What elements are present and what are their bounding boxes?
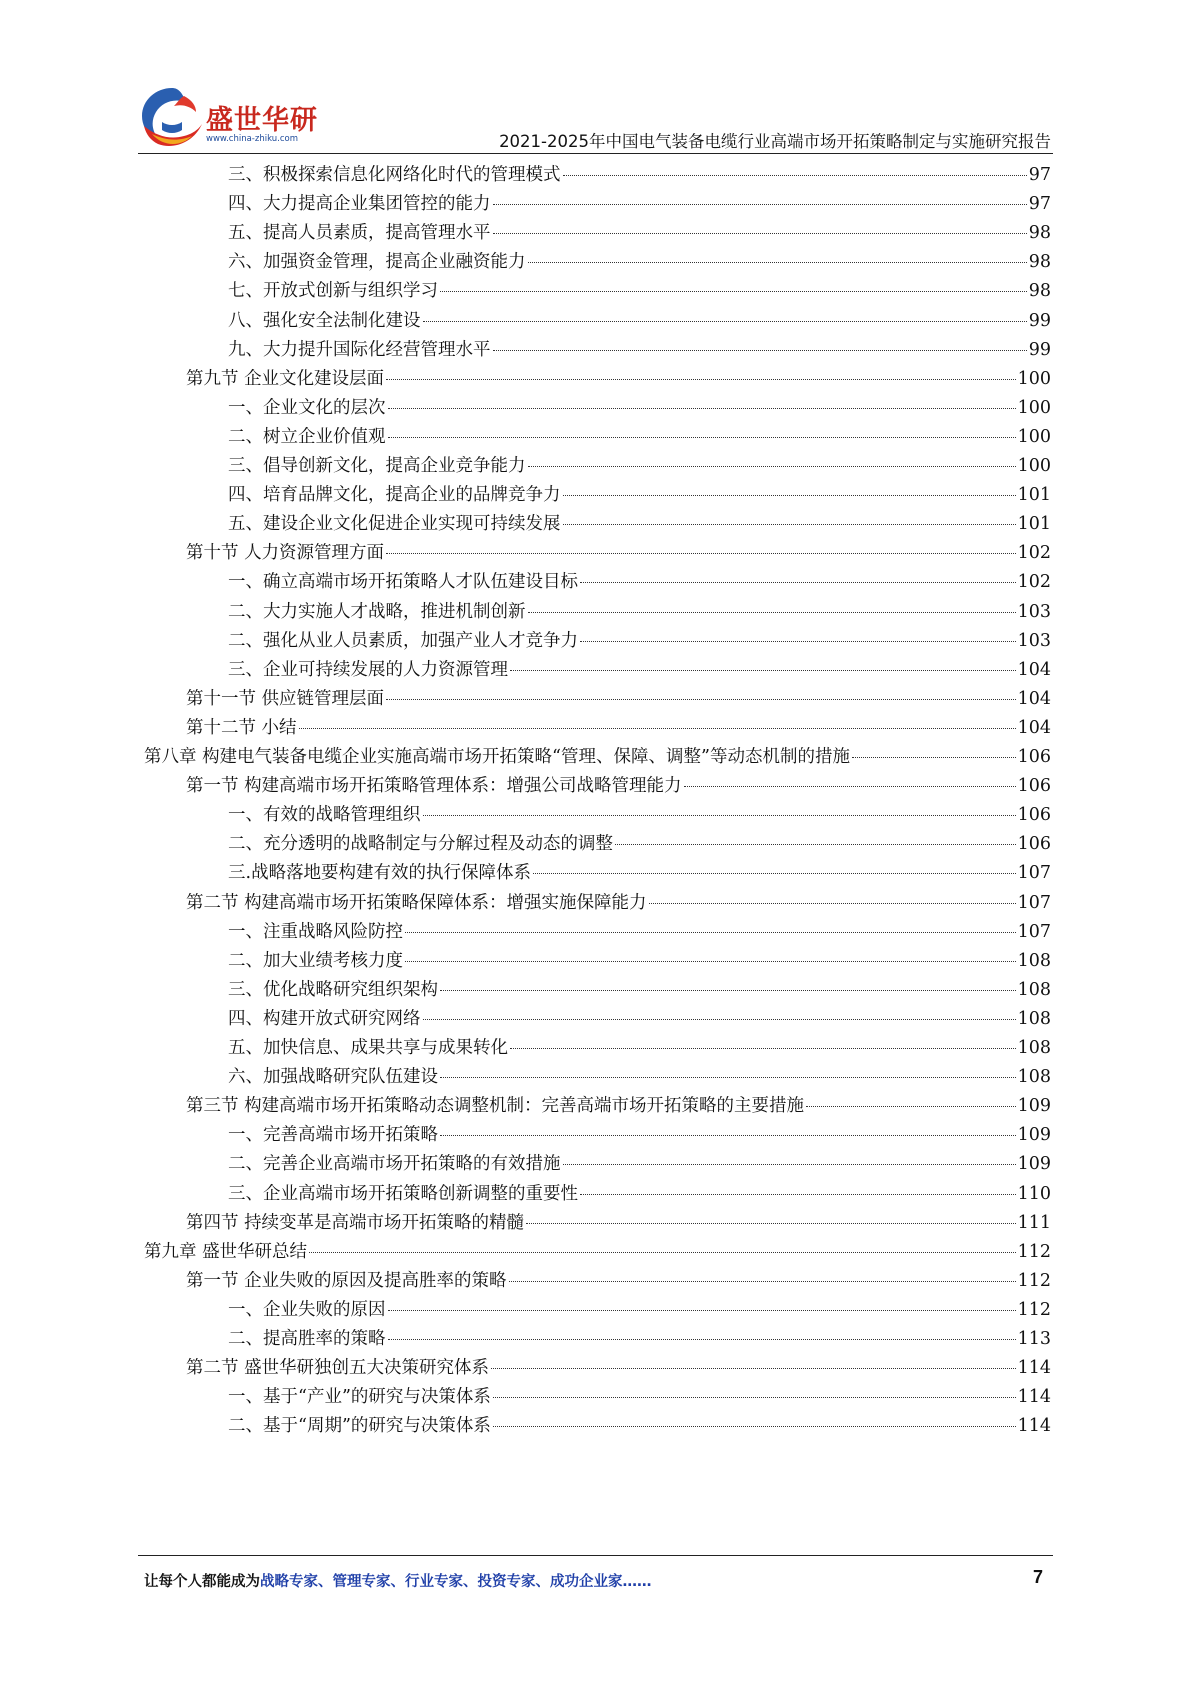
toc-dot-leader [510, 670, 1016, 671]
toc-dot-leader [423, 1019, 1016, 1020]
footer-slogan-highlight: 战略专家、管理专家、行业专家、投资专家、成功企业家…… [260, 1574, 652, 1590]
toc-entry-page: 112 [1017, 1299, 1051, 1320]
toc-entry[interactable] [228, 1382, 1051, 1412]
toc-dot-leader [563, 524, 1016, 525]
header-divider [138, 153, 1053, 154]
toc-entry-label: 三、企业高端市场开拓策略创新调整的重要性 [228, 1183, 578, 1204]
toc-entry-page: 113 [1017, 1329, 1051, 1349]
toc-dot-leader [493, 204, 1027, 205]
toc-entry-page: 107 [1017, 921, 1051, 942]
toc-entry-page: 106 [1017, 834, 1051, 855]
toc-entry-label: 四、培育品牌文化，提高企业的品牌竞争力 [228, 485, 561, 506]
toc-entry-page: 99 [1028, 339, 1051, 360]
toc-entry-page: 100 [1017, 426, 1051, 447]
toc-dot-leader [493, 233, 1027, 234]
toc-entry-label: 一、基于“产业”的研究与决策体系 [228, 1387, 491, 1408]
toc-entry-label: 第十二节 小结 [186, 717, 297, 738]
toc-dot-leader [491, 1368, 1016, 1369]
toc-dot-leader [852, 757, 1016, 758]
toc-dot-leader [440, 1077, 1016, 1078]
toc-entry-page: 103 [1017, 601, 1051, 622]
toc-entry[interactable] [228, 626, 1051, 656]
toc-entry-label: 一、完善高端市场开拓策略 [228, 1125, 438, 1146]
toc-entry-page: 110 [1017, 1183, 1051, 1204]
toc-entry-page: 102 [1017, 572, 1051, 593]
toc-entry-label: 第二节 构建高端市场开拓策略保障体系：增强实施保障能力 [186, 892, 647, 913]
toc-entry-page: 108 [1017, 1067, 1051, 1088]
toc-entry[interactable] [228, 335, 1051, 365]
toc-entry-label: 一、企业失败的原因 [228, 1299, 386, 1320]
toc-entry-page: 100 [1017, 397, 1051, 418]
toc-dot-leader [510, 1048, 1016, 1049]
toc-entry-page: 107 [1017, 863, 1051, 884]
toc-entry-page: 108 [1017, 1038, 1051, 1058]
toc-dot-leader [388, 408, 1016, 409]
logo-url: www.china-zhiku.com [206, 134, 298, 144]
toc-dot-leader [526, 1223, 1016, 1224]
toc-entry-label: 二、加大业绩考核力度 [228, 950, 403, 971]
toc-dot-leader [580, 1194, 1016, 1195]
toc-entry-label: 五、建设企业文化促进企业实现可持续发展 [228, 514, 561, 535]
footer-slogan-prefix: 让每个人都能成为 [144, 1574, 260, 1590]
toc-dot-leader [493, 1426, 1016, 1427]
toc-entry[interactable] [186, 713, 1051, 743]
toc-dot-leader [440, 990, 1016, 991]
toc-entry-page: 109 [1017, 1096, 1051, 1117]
toc-entry-label: 第二节 盛世华研独创五大决策研究体系 [186, 1358, 490, 1379]
toc-entry-label: 七、开放式创新与组织学习 [228, 281, 438, 302]
toc-dot-leader [615, 844, 1016, 845]
toc-entry-page: 104 [1017, 688, 1051, 709]
toc-entry[interactable] [144, 742, 1051, 772]
toc-entry-label: 三、优化战略研究组织架构 [228, 979, 438, 1000]
toc-entry-label: 五、提高人员素质，提高管理水平 [228, 223, 491, 244]
toc-entry[interactable] [228, 393, 1051, 423]
toc-entry[interactable] [228, 1295, 1051, 1325]
toc-dot-leader [405, 961, 1016, 962]
toc-dot-leader [563, 1164, 1016, 1165]
toc-entry-page: 106 [1017, 805, 1051, 826]
toc-entry[interactable] [228, 1120, 1051, 1150]
toc-entry-label: 第九章 盛世华研总结 [144, 1241, 308, 1262]
toc-entry[interactable] [228, 655, 1051, 685]
toc-entry-page: 101 [1017, 485, 1051, 506]
toc-entry-label: 二、树立企业价值观 [228, 426, 386, 447]
toc-entry[interactable] [228, 829, 1051, 859]
toc-entry-label: 四、大力提高企业集团管控的能力 [228, 194, 491, 215]
toc-dot-leader [386, 379, 1016, 380]
toc-entry-label: 第四节 持续变革是高端市场开拓策略的精髓 [186, 1212, 525, 1233]
toc-entry-label: 五、加快信息、成果共享与成果转化 [228, 1038, 508, 1058]
toc-entry[interactable] [228, 1411, 1051, 1441]
toc-entry[interactable] [228, 451, 1051, 481]
toc-entry[interactable] [186, 684, 1051, 714]
toc-entry[interactable] [228, 946, 1051, 976]
company-logo [138, 82, 318, 154]
toc-entry-page: 99 [1028, 310, 1051, 331]
toc-entry-page: 106 [1017, 776, 1051, 797]
toc-entry[interactable] [228, 509, 1051, 539]
toc-entry-label: 第九节 企业文化建设层面 [186, 368, 385, 389]
toc-entry-label: 一、有效的战略管理组织 [228, 805, 421, 826]
toc-entry-page: 108 [1017, 950, 1051, 971]
toc-entry-label: 一、企业文化的层次 [228, 397, 386, 418]
toc-entry[interactable] [228, 189, 1051, 219]
toc-entry[interactable] [228, 247, 1051, 277]
toc-entry-page: 104 [1017, 659, 1051, 680]
toc-entry[interactable] [186, 1091, 1051, 1121]
toc-entry[interactable] [228, 1033, 1051, 1063]
toc-dot-leader [405, 932, 1016, 933]
toc-entry-page: 107 [1017, 892, 1051, 913]
toc-entry-page: 114 [1017, 1416, 1051, 1437]
toc-entry-label: 二、完善企业高端市场开拓策略的有效措施 [228, 1154, 561, 1175]
toc-entry[interactable] [228, 218, 1051, 248]
toc-entry[interactable] [228, 917, 1051, 947]
toc-entry-label: 第三节 构建高端市场开拓策略动态调整机制：完善高端市场开拓策略的主要措施 [186, 1096, 805, 1117]
toc-entry-label: 二、提高胜率的策略 [228, 1329, 386, 1349]
toc-dot-leader [440, 1135, 1016, 1136]
document-title: 2021-2025年中国电气装备电缆行业高端市场开拓策略制定与实施研究报告 [499, 132, 1051, 151]
toc-entry-page: 101 [1017, 514, 1051, 535]
toc-entry-page: 97 [1028, 165, 1051, 185]
page-header [0, 0, 1191, 160]
toc-entry-page: 112 [1017, 1270, 1051, 1291]
toc-dot-leader [388, 1310, 1016, 1311]
toc-entry[interactable] [186, 1266, 1051, 1296]
toc-entry-label: 第十节 人力资源管理方面 [186, 543, 385, 564]
toc-entry-page: 98 [1028, 252, 1051, 273]
toc-entry[interactable] [144, 1237, 1051, 1267]
toc-entry-label: 六、加强资金管理，提高企业融资能力 [228, 252, 526, 273]
toc-entry[interactable] [228, 597, 1051, 627]
toc-entry[interactable] [228, 800, 1051, 830]
toc-entry-label: 三、企业可持续发展的人力资源管理 [228, 659, 508, 680]
toc-entry[interactable] [228, 1324, 1051, 1354]
toc-dot-leader [493, 1397, 1016, 1398]
toc-entry-page: 109 [1017, 1154, 1051, 1175]
toc-entry[interactable] [228, 422, 1051, 452]
toc-dot-leader [388, 437, 1016, 438]
toc-entry[interactable] [186, 888, 1051, 918]
toc-dot-leader [580, 582, 1016, 583]
toc-entry-label: 第一节 构建高端市场开拓策略管理体系：增强公司战略管理能力 [186, 776, 682, 797]
toc-entry-label: 第八章 构建电气装备电缆企业实施高端市场开拓策略“管理、保障、调整”等动态机制的措施 [144, 747, 850, 767]
logo-name: 盛世华研 [206, 105, 318, 136]
toc-entry-page: 100 [1017, 456, 1051, 476]
toc-entry-page: 100 [1017, 368, 1051, 389]
toc-entry[interactable] [228, 1062, 1051, 1092]
toc-entry[interactable] [228, 1004, 1051, 1034]
toc-dot-leader [528, 466, 1016, 467]
toc-dot-leader [299, 728, 1016, 729]
footer-divider [138, 1555, 1053, 1556]
toc-entry[interactable] [186, 771, 1051, 801]
toc-entry-label: 一、确立高端市场开拓策略人才队伍建设目标 [228, 572, 578, 593]
toc-entry[interactable] [228, 480, 1051, 510]
toc-entry-label: 六、加强战略研究队伍建设 [228, 1067, 438, 1088]
toc-entry-label: 二、大力实施人才战略，推进机制创新 [228, 601, 526, 622]
toc-entry-page: 106 [1017, 747, 1051, 767]
toc-entry-page: 109 [1017, 1125, 1051, 1146]
toc-entry-page: 103 [1017, 630, 1051, 651]
toc-dot-leader [563, 495, 1016, 496]
toc-entry-label: 三.战略落地要构建有效的执行保障体系 [228, 863, 532, 884]
toc-entry-label: 九、大力提升国际化经营管理水平 [228, 339, 491, 360]
toc-entry[interactable] [186, 364, 1051, 394]
toc-dot-leader [440, 291, 1027, 292]
toc-entry[interactable] [228, 160, 1051, 190]
toc-entry-page: 108 [1017, 1008, 1051, 1029]
toc-entry[interactable] [186, 538, 1051, 568]
toc-dot-leader [493, 350, 1027, 351]
toc-entry-page: 98 [1028, 223, 1051, 244]
toc-dot-leader [386, 553, 1016, 554]
toc-entry-page: 114 [1017, 1387, 1051, 1408]
toc-dot-leader [309, 1252, 1016, 1253]
toc-entry-label: 三、倡导创新文化，提高企业竞争能力 [228, 456, 526, 476]
toc-entry-page: 112 [1017, 1241, 1051, 1262]
toc-dot-leader [423, 815, 1016, 816]
page-number: 7 [1032, 1567, 1043, 1587]
toc-entry-label: 二、充分透明的战略制定与分解过程及动态的调整 [228, 834, 613, 855]
toc-dot-leader [386, 699, 1016, 700]
toc-entry-page: 98 [1028, 281, 1051, 302]
toc-dot-leader [533, 873, 1016, 874]
toc-entry-page: 104 [1017, 717, 1051, 738]
toc-dot-leader [649, 903, 1016, 904]
toc-entry-label: 四、构建开放式研究网络 [228, 1008, 421, 1029]
toc-entry-page: 114 [1017, 1358, 1051, 1379]
toc-entry-page: 102 [1017, 543, 1051, 564]
toc-entry[interactable] [228, 858, 1051, 888]
footer-slogan [144, 1570, 652, 1591]
toc-entry[interactable] [228, 306, 1051, 336]
toc-dot-leader [528, 262, 1027, 263]
toc-entry[interactable] [228, 276, 1051, 306]
toc-entry[interactable] [186, 1353, 1051, 1383]
toc-dot-leader [580, 641, 1016, 642]
toc-entry-label: 二、强化从业人员素质，加强产业人才竞争力 [228, 630, 578, 651]
toc-entry-label: 第十一节 供应链管理层面 [186, 688, 385, 709]
toc-entry[interactable] [186, 1208, 1051, 1238]
toc-entry[interactable] [228, 1149, 1051, 1179]
toc-entry-page: 108 [1017, 979, 1051, 1000]
toc-entry[interactable] [228, 1179, 1051, 1209]
toc-dot-leader [528, 612, 1016, 613]
toc-entry-page: 97 [1028, 194, 1051, 215]
toc-entry-label: 二、基于“周期”的研究与决策体系 [228, 1416, 491, 1437]
toc-entry-label: 八、强化安全法制化建设 [228, 310, 421, 331]
toc-dot-leader [684, 786, 1016, 787]
toc-entry-label: 第一节 企业失败的原因及提高胜率的策略 [186, 1270, 507, 1291]
toc-dot-leader [563, 175, 1027, 176]
toc-entry[interactable] [228, 975, 1051, 1005]
toc-entry[interactable] [228, 567, 1051, 597]
toc-dot-leader [388, 1339, 1016, 1340]
logo-emblem-icon [138, 82, 204, 154]
toc-entry-page: 111 [1017, 1212, 1051, 1233]
toc-entry-label: 一、注重战略风险防控 [228, 921, 403, 942]
toc-entry-label: 三、积极探索信息化网络化时代的管理模式 [228, 165, 561, 185]
toc-dot-leader [806, 1106, 1016, 1107]
toc-dot-leader [509, 1281, 1016, 1282]
toc-dot-leader [423, 321, 1027, 322]
